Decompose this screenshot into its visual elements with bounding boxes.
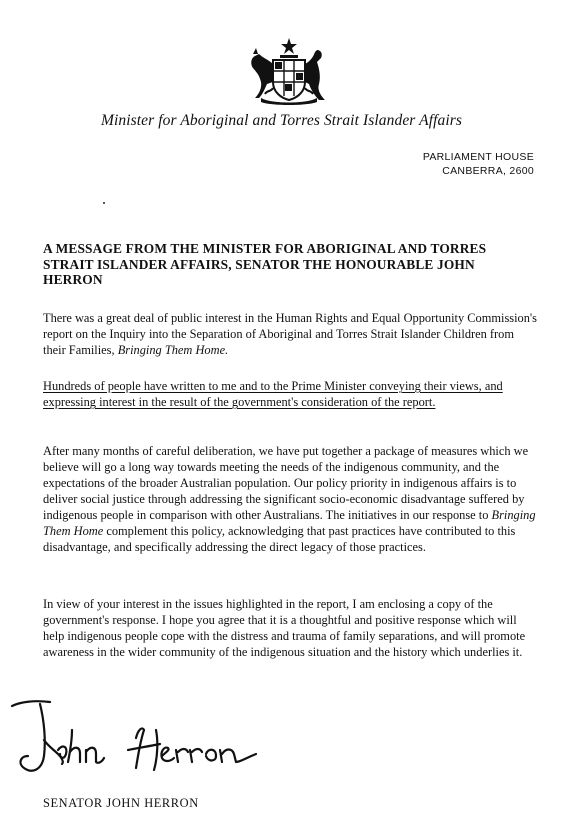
report-title: Bringing Them Home. bbox=[117, 343, 229, 357]
paragraph-2 bbox=[43, 378, 538, 410]
address-line-parliament: PARLIAMENT HOUSE bbox=[422, 151, 534, 163]
handwritten-signature bbox=[10, 700, 260, 790]
paragraph-4 bbox=[43, 596, 538, 660]
coat-of-arms-icon bbox=[247, 38, 331, 106]
ministry-title: Minister for Aboriginal and Torres Strait Islander Affairs bbox=[100, 112, 463, 129]
signer-name: SENATOR JOHN HERRON bbox=[43, 796, 199, 810]
letter-heading: A MESSAGE FROM THE MINISTER FOR ABORIGINAL AND TORRES STRAIT ISLANDER AFFAIRS, SENATOR THE HONOURABLE JOHN HERRON bbox=[43, 241, 487, 287]
report-title-inline: Bringing Them Home bbox=[43, 508, 536, 538]
address-block bbox=[423, 150, 534, 178]
paragraph-3-text-b: complement this policy, acknowledging that past practices have contributed to this disadvantage, and specifically addressing the direct legacy of those practices. bbox=[43, 524, 516, 554]
paragraph-2-text: Hundreds of people have written to me and to the Prime Minister conveying their views, and expressing interest in the result of the government's consideration of the report. bbox=[43, 379, 503, 409]
stray-mark bbox=[103, 202, 105, 204]
paragraph-4-text: In view of your interest in the issues highlighted in the report, I am enclosing a copy of the government's response. I hope you agree that it is a thoughtful and positive response which will help indigenous people cope with the distress and trauma of family separations, and will promote awareness in the wider community of the indigenous situation and the history which underlies it. bbox=[43, 597, 526, 659]
address-line-canberra: CANBERRA, 2600 bbox=[442, 165, 534, 177]
paragraph-3 bbox=[43, 443, 538, 555]
paragraph-1 bbox=[43, 310, 538, 358]
paragraph-1-text: There was a great deal of public interest in the Human Rights and Equal Opportunity Commission's report on the Inquiry into the Separation of Aboriginal and Torres Strait Islander Children from their Families, bbox=[43, 311, 537, 357]
paragraph-3-text-a: After many months of careful deliberation, we have put together a package of measures which we believe will go a long way towards meeting the needs of the indigenous community, and the expectations of the broader Australian population. Our policy priority in indigenous affairs is to deliver social justice through addressing the significant socio-economic disadvantage suffered by indigenous people in comparison with other Australians. The initiatives in our response to bbox=[43, 444, 529, 522]
